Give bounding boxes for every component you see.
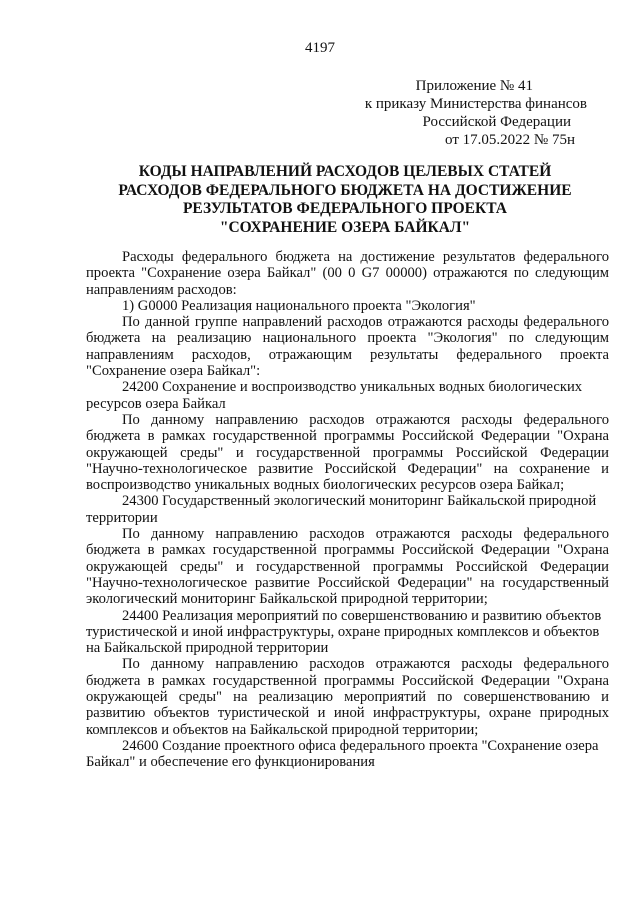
appendix-date: от 17.05.2022 № 75н [445,132,575,148]
title-line: РЕЗУЛЬТАТОВ ФЕДЕРАЛЬНОГО ПРОЕКТА [182,200,508,217]
appendix-reference [0,77,587,149]
code-heading-24200: 24200 Сохранение и воспроизводство уникальных водных биологических ресурсов озера Байкал [86,379,583,412]
appendix-number: Приложение № 41 [415,78,533,94]
appendix-order: к приказу Министерства финансов [364,96,587,112]
appendix-authority: Российской Федерации [422,114,571,130]
title-line: "СОХРАНЕНИЕ ОЗЕРА БАЙКАЛ" [219,218,471,236]
document-title [0,163,640,237]
code-heading-24600: 24600 Создание проектного офиса федерального проекта "Сохранение озера Байкал" и обеспечение его функционирования [86,737,599,771]
group-heading: 1) G0000 Реализация национального проекта "Экология" [122,297,476,314]
code-description-24400: По данному направлению расходов отражаются расходы федерального бюджета в рамках государственной программы Российской Федерации "Охрана окружающей среды" на реализацию мероприятий по совершенствованию и развитию объектов туристической и иной инфраструктуры, охране природных комплексов и объектов на Байкальской природной территории; [86,656,609,738]
document-body [86,249,609,771]
title-line: РАСХОДОВ ФЕДЕРАЛЬНОГО БЮДЖЕТА НА ДОСТИЖЕНИЕ [118,181,572,199]
group-description: По данной группе направлений расходов отражаются расходы федерального бюджета на реализацию национального проекта "Экология" по следующим направлениям расходов, отражающим результаты федерального проекта "Сохранение озера Байкал": [86,314,609,380]
intro-paragraph: Расходы федерального бюджета на достижение результатов федерального проекта "Сохранение озера Байкал" (00 0 G7 00000) отражаются по следующим направлениям расходов: [86,249,609,298]
code-heading-24300: 24300 Государственный экологический мониторинг Байкальской природной территории [86,493,597,526]
page-number: 4197 [305,40,335,56]
title-line: КОДЫ НАПРАВЛЕНИЙ РАСХОДОВ ЦЕЛЕВЫХ СТАТЕЙ [138,163,552,180]
code-heading-24400: 24400 Реализация мероприятий по совершенствованию и развитию объектов туристической и иной инфраструктуры, охране природных комплексов и объектов на Байкальской природной территории [86,607,602,657]
code-description-24200: По данному направлению расходов отражаются расходы федерального бюджета в рамках государственной программы Российской Федерации "Охрана окружающей среды" и государственной программы Российской Федерации "Научно-технологическое развитие Российской Федерации" на сохранение и воспроизводство уникальных водных биологических ресурсов озера Байкал; [86,411,609,494]
code-description-24300: По данному направлению расходов отражаются расходы федерального бюджета в рамках государственной программы Российской Федерации "Охрана окружающей среды" и государственной программы Российской Федерации "Научно-технологическое развитие Российской Федерации" на государственный экологический мониторинг Байкальской природной территории; [86,526,609,608]
